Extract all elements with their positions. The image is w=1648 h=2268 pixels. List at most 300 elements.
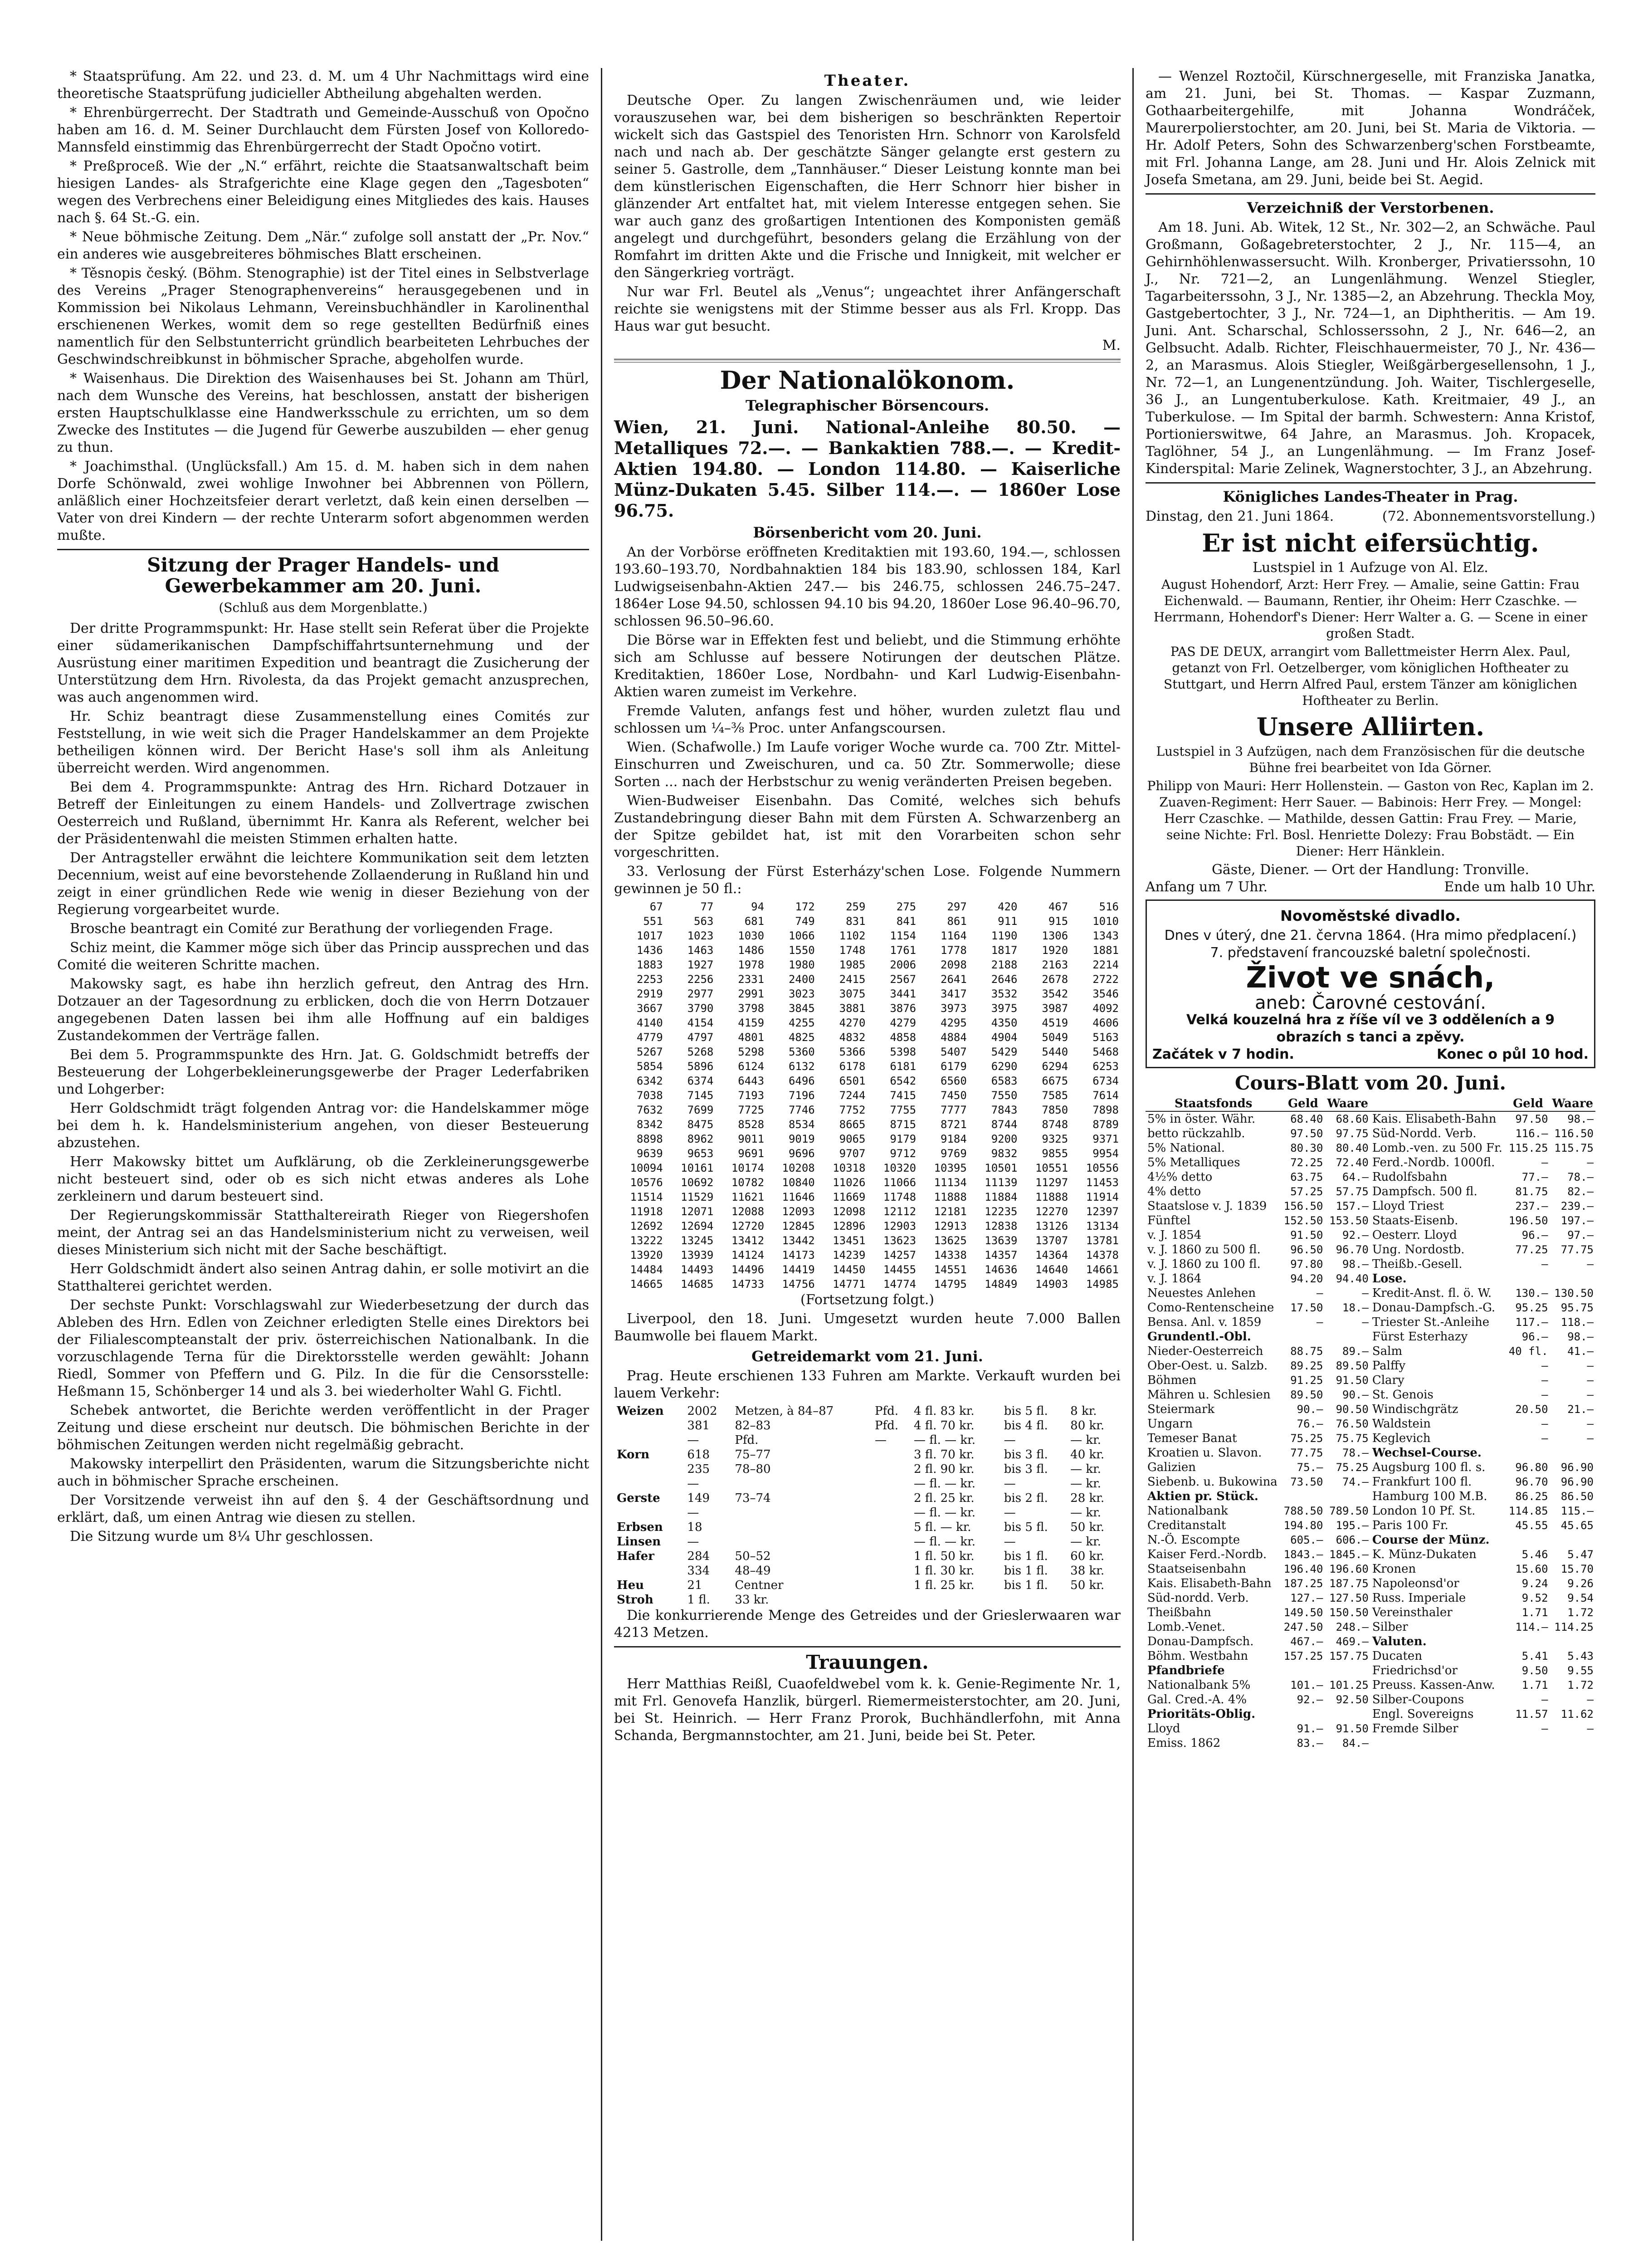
table-cell: Prioritäts-Oblig. [1147, 1707, 1256, 1721]
table-cell: 9.26 [1567, 1577, 1594, 1590]
table-cell: 11514 [630, 1190, 663, 1203]
table-cell: 3075 [839, 987, 866, 1000]
table-cell [732, 1520, 872, 1535]
table-cell: Kredit-Anst. fl. ö. W. [1372, 1286, 1492, 1300]
table-cell: Linsen [617, 1535, 661, 1549]
table-cell: 11.57 [1515, 1707, 1548, 1721]
table-cell: 14903 [1035, 1277, 1068, 1290]
table-cell: Triester St.-Anleihe [1372, 1315, 1490, 1329]
table-cell: 187.75 [1329, 1577, 1369, 1590]
trauungen-title: Trauungen. [806, 1651, 929, 1673]
table-cell: 3542 [1042, 987, 1068, 1000]
table-cell: Silber-Coupons [1372, 1692, 1464, 1706]
table-cell: 95.75 [1560, 1301, 1594, 1314]
table-cell: Silber [1372, 1620, 1408, 1634]
table-cell: 94 [751, 900, 765, 913]
table-cell: 45.65 [1560, 1519, 1594, 1532]
table-cell: 96.— [1521, 1228, 1548, 1242]
table-cell: Staatseisenbahn [1147, 1562, 1246, 1576]
table-cell: — [687, 1476, 699, 1491]
table-cell: 6734 [1092, 1074, 1119, 1087]
table-cell: 14450 [833, 1263, 866, 1276]
table-cell: 11621 [731, 1190, 765, 1203]
table-cell: 1164 [941, 929, 967, 942]
table-cell: 2977 [687, 987, 714, 1000]
table-cell: Donau-Dampfsch. [1147, 1634, 1254, 1648]
table-cell: v. J. 1854 [1147, 1228, 1202, 1242]
table-cell: 88.75 [1290, 1344, 1323, 1358]
cours-row [1146, 1504, 1595, 1518]
cours-row [1146, 1533, 1595, 1547]
table-cell: 247.50 [1283, 1620, 1323, 1633]
table-cell: London 10 Pf. St. [1372, 1504, 1476, 1518]
table-cell: 14257 [883, 1248, 917, 1261]
table-cell: — [1541, 1722, 1548, 1735]
kgl-theater-date: Dinstag, den 21. Juni 1864. [1146, 508, 1334, 524]
table-cell: 40 kr. [1070, 1447, 1105, 1461]
table-cell: Ducaten [1372, 1649, 1423, 1663]
table-cell: 4270 [839, 1016, 866, 1029]
table-cell: 12181 [934, 1205, 967, 1218]
table-cell: 1778 [941, 943, 967, 957]
table-cell: Nieder-Oesterreich [1147, 1344, 1263, 1358]
table-cell: 10692 [681, 1176, 714, 1189]
table-cell: 12720 [731, 1219, 765, 1232]
table-cell: 4779 [636, 1031, 663, 1044]
table-cell: 78.— [1567, 1170, 1594, 1183]
trauungen-continued: — Wenzel Roztočil, Kürschnergeselle, mit Franziska Janatka, am 21. Juni, bei St. Thomas. — Kaspar Zuzmann, Gothaarbeitergehilfe, mit Johanna Wondráček, Maurerpolierstochter, am 20. Juni, bei St. Maria de Viktoria. — Hr. Adolf Peters, Sohn des Schwarzenberg'schen Forstbeamte, mit Frl. Johanna Lange, am 28. Juni und Hr. Alois Zelnick mit Josefa Smetana, am 29. Juni, beide bei St. Aegid. [1146, 68, 1595, 188]
table-cell: 915 [1048, 914, 1068, 928]
play-2-cast: Philipp von Mauri: Herr Hollenstein. — Gaston von Rec, Kaplan im 2. Zuaven-Regiment: Herr Sauer. — Babinois: Herr Frey. — Mongel: Herr Czaschke. — Mathilde, dessen Gattin: Frau Frey. — Marie, seine Nichte: Frl. Bosl. Henriette Dolezy: Frau Bobstädt. — Ein Diener: Herr Hänklein. [1147, 778, 1594, 859]
table-cell [1068, 1593, 1121, 1607]
cz-end: Konec o půl 10 hod. [1437, 1046, 1589, 1062]
table-cell: 5429 [991, 1045, 1018, 1058]
table-cell [1506, 1533, 1550, 1547]
table-cell: Pfd. [875, 1404, 899, 1418]
table-cell: 14419 [782, 1263, 815, 1276]
table-cell: 97.— [1567, 1228, 1594, 1242]
table-cell: 68.40 [1290, 1112, 1323, 1125]
table-cell [872, 1447, 911, 1462]
paragraph: An der Vorbörse eröffneten Kreditaktien mit 193.60, 194.—, schlossen 193.60–193.70, Nordbahnaktien 184 bis 183.90, schlossen 184, Karl Ludwigseisenbahn-Aktien 247.— bis 246.75, schlossen 246.75–247. 1864er Lose 94.50, schlossen 94.10 bis 94.20, 1860er Lose 96.40–96.70, schlossen 96.50–96.60. [614, 544, 1121, 629]
table-cell: 1985 [839, 958, 866, 971]
table-cell: 9707 [839, 1147, 866, 1160]
table-header-cell: Waare [1325, 1096, 1370, 1111]
paragraph: Herr Goldschmidt trägt folgenden Antrag vor: die Handelskammer möge bei dem h. k. Handelsministerium angehen, von dieser Besteuerung abzustehen. [57, 1100, 589, 1151]
table-cell: 4832 [839, 1031, 866, 1044]
cours-row [1146, 1286, 1595, 1300]
cours-row [1146, 1359, 1595, 1373]
table-cell [732, 1476, 872, 1491]
table-cell: 5407 [941, 1045, 967, 1058]
table-cell: 13625 [934, 1234, 967, 1247]
table-cell: 130.50 [1554, 1286, 1594, 1300]
table-cell: 2646 [991, 973, 1018, 986]
cours-row [1146, 1562, 1595, 1576]
table-cell: 9653 [687, 1147, 714, 1160]
table-cell: 7850 [1042, 1103, 1068, 1116]
table-cell: 11888 [1035, 1190, 1068, 1203]
table-cell: 77.— [1521, 1170, 1548, 1183]
table-cell: 1010 [1092, 914, 1119, 928]
table-cell: 1306 [1042, 929, 1068, 942]
table-cell: 4255 [788, 1016, 815, 1029]
table-cell: 152.50 [1283, 1214, 1323, 1227]
table-cell: 10174 [731, 1161, 765, 1174]
table-cell: 115.— [1560, 1504, 1594, 1517]
table-cell: 10551 [1035, 1161, 1068, 1174]
table-cell: 9832 [991, 1147, 1018, 1160]
table-cell: 14661 [1086, 1263, 1119, 1276]
lottery-row [614, 1277, 1121, 1291]
table-cell: 5366 [839, 1045, 866, 1058]
play-2-title: Unsere Alliirten. [1256, 712, 1485, 742]
table-cell: 4159 [738, 1016, 765, 1029]
table-cell: 9712 [890, 1147, 917, 1160]
table-cell: 91.50 [1336, 1722, 1369, 1735]
table-cell: Dampfsch. 500 fl. [1372, 1184, 1477, 1198]
theater-signature: M. [1102, 337, 1121, 354]
grain-row [614, 1520, 1121, 1535]
table-cell: 196.50 [1508, 1214, 1548, 1227]
cours-row [1146, 1213, 1595, 1228]
table-cell: Siebenb. u. Bukowina [1147, 1475, 1277, 1489]
table-cell: — [1587, 1432, 1594, 1445]
table-cell: 1343 [1092, 929, 1119, 942]
table-cell: 157.25 [1283, 1649, 1323, 1662]
paragraph: Makowsky sagt, es habe ihn herzlich gefreut, den Antrag des Hrn. Dotzauer an der Tagesordnung zu erblicken, doch die von Herrn Dotzauer angegebenen Daten lassen bei ihm alle Hoffnung auf ein baldiges Zustandekommen der Verträge fallen. [57, 976, 589, 1044]
table-cell: Windischgrätz [1372, 1402, 1458, 1416]
paragraph: Hr. Schiz beantragt diese Zusammenstellung eines Comités zur Feststellung, in wie weit sich die Prager Handelskammer an dem Projekte betheiligen können wird. Der Bericht Hase's soll ihm als Anleitung überreicht werden. Wird angenommen. [57, 709, 589, 777]
table-cell: 14640 [1035, 1263, 1068, 1276]
getreidemarkt-intro: Prag. Heute erschienen 133 Fuhren am Markte. Verkauft wurden bei lauem Verkehr: [614, 1368, 1121, 1401]
table-cell: 7614 [1092, 1089, 1119, 1102]
paragraph: * Waisenhaus. Die Direktion des Waisenhauses bei St. Johann am Thürl, nach dem Wunsche des Vereins, hat beschlossen, anstatt der bisherigen ersten Hauptschulklasse eine Handwerksschule zu errichten, um so dem Zwecke des Institutes — die Jugend für Gewerbe auszubilden — eher genug zu thun. [57, 371, 589, 455]
paragraph: Makowsky interpellirt den Präsidenten, warum die Sitzungsberichte nicht auch in böhmischer Sprache erscheinen. [57, 1456, 589, 1490]
table-cell: 114.85 [1508, 1504, 1548, 1517]
table-cell: 11914 [1086, 1190, 1119, 1203]
grain-row [614, 1578, 1121, 1593]
paragraph: Wien-Budweiser Eisenbahn. Das Comité, welches sich behufs Zustandebringung dieser Bahn mit dem Fürsten A. Schwarzenberg an der Spitze gebildet hat, ist mit den Vorarbeiten schon sehr vorgeschritten. [614, 792, 1121, 860]
table-cell: 91.50 [1336, 1374, 1369, 1387]
table-cell: 127.50 [1329, 1591, 1369, 1604]
table-cell: 2641 [941, 973, 967, 986]
table-cell: 11646 [782, 1190, 815, 1203]
table-cell: 334 [687, 1564, 710, 1578]
table-cell: 78.— [1342, 1446, 1369, 1459]
table-cell: bis 4 fl. [1004, 1418, 1048, 1432]
table-cell: 6178 [839, 1060, 866, 1073]
table-cell: 12903 [883, 1219, 917, 1232]
lottery-row [614, 1204, 1121, 1219]
table-cell: 6253 [1092, 1060, 1119, 1073]
table-cell [732, 1505, 872, 1520]
table-cell: 7196 [788, 1089, 815, 1102]
table-cell: 3790 [687, 1002, 714, 1015]
table-cell: 197.— [1560, 1214, 1594, 1227]
paragraph: Herr Goldschmidt ändert also seinen Antrag dahin, er solle motivirt an die Statthalterei gerichtet werden. [57, 1261, 589, 1295]
table-cell: 237.— [1515, 1199, 1548, 1212]
table-cell [732, 1535, 872, 1549]
cours-row [1146, 1155, 1595, 1170]
table-cell [1506, 1446, 1550, 1460]
table-cell: 6181 [890, 1060, 917, 1073]
table-cell: 80.40 [1336, 1141, 1369, 1154]
table-cell: Ober-Oest. u. Salzb. [1147, 1359, 1268, 1373]
cours-row [1146, 1402, 1595, 1417]
table-cell: 8721 [941, 1118, 967, 1131]
table-cell: Pfd. [735, 1433, 759, 1447]
table-cell: Augsburg 100 fl. s. [1372, 1460, 1486, 1474]
table-cell: 82.— [1567, 1185, 1594, 1198]
verstorbene-text: Am 18. Juni. Ab. Witek, 12 St., Nr. 302—2, an Schwäche. Paul Großmann, Goßagebreterstochter, 2 J., Nr. 115—4, an Gehirnhöhlenwassersucht. Wilh. Kronberger, Privatierssohn, 10 J., Nr. 721—2, an Lungenlähmung. Wenzel Stiegler, Tagarbeiterssohn, 3 J., Nr. 1385—2, an Abzehrung. Theckla Moy, Gastgebertochter, 3 J., Nr. 724—1, an Diphtheritis. — Am 19. Juni. Ant. Scharschal, Schlosserssohn, 2 J., Nr. 646—2, an Gelbsucht. Adalb. Richter, Fleischhauermeister, 70 J., Nr. 436—2, an Marasmus. Alois Stiegler, Weißgärbergesellensohn, 1 J., Nr. 72—1, an Lungenentzündung. Joh. Waiter, Tischlergeselle, 36 J., an Lungentuberkulose. Kath. Kreitmaier, 49 J., an Tuberkulose. — Im Spital der barmh. Schwestern: Anna Kristof, Portionierswitwe, 64 Jahre, an Marasmus. Joh. Kropacek, Taglöhner, 54 J., an Lungenlähmung. — Im Franz Josef-Kinderspital: Marie Zelinek, Wagnerstochter, 3 J., an Abzehrung. [1146, 220, 1595, 477]
cours-row [1146, 1184, 1595, 1199]
table-cell: Mähren u. Schlesien [1147, 1388, 1271, 1402]
table-cell: 98.— [1342, 1257, 1369, 1271]
table-cell: 156.50 [1283, 1199, 1323, 1212]
table-cell: 9325 [1042, 1132, 1068, 1145]
cours-row [1146, 1170, 1595, 1184]
sitzung-title: Sitzung der Prager Handels- und Gewerbekammer am 20. Juni. [147, 554, 499, 597]
grain-row [614, 1593, 1121, 1607]
cours-row [1146, 1417, 1595, 1431]
lottery-row [614, 1059, 1121, 1074]
paragraph: * Těsnopis český. (Böhm. Stenographie) ist der Titel eines in Selbstverlage des Vereins „Prager Stenographenvereins“ herausgegebenen und in Kommission bei Nikolaus Lehmann, Vereinsbuchhändler in Karolinenthal erschienenen Werkes, womit dem so rege gestellten Bedürfniß eines namentlich für den Selbstunterricht gründlich bearbeiteten Lehrbuches der Geschwindschreibkunst in böhmischer Sprache, abgeholfen wurde. [57, 265, 589, 367]
table-cell: 14484 [630, 1263, 663, 1276]
cours-row [1146, 1242, 1595, 1257]
table-cell: 3417 [941, 987, 967, 1000]
table-cell: 5267 [636, 1045, 663, 1058]
table-cell: bis 3 fl. [1004, 1447, 1048, 1461]
table-cell: 14985 [1086, 1277, 1119, 1290]
table-cell [614, 1462, 684, 1476]
table-cell: 11026 [833, 1176, 866, 1189]
table-cell: 11748 [883, 1190, 917, 1203]
table-cell: Lloyd Triest [1372, 1199, 1444, 1213]
table-cell: 98.— [1567, 1330, 1594, 1343]
table-cell: 4 fl. 70 kr. [914, 1418, 975, 1432]
table-cell: Böhmen [1147, 1373, 1197, 1387]
cours-row [1146, 1388, 1595, 1402]
table-cell: — fl. — kr. [914, 1535, 975, 1549]
table-cell: 14756 [782, 1277, 815, 1290]
table-cell: 2919 [636, 987, 663, 1000]
theater-ad [1146, 488, 1595, 896]
theater-title: Theater. [824, 72, 911, 90]
table-cell: 14733 [731, 1277, 765, 1290]
table-cell: 18.— [1342, 1301, 1369, 1314]
table-cell: Bensa. Anl. v. 1859 [1147, 1315, 1262, 1329]
table-cell: 4% detto [1147, 1184, 1201, 1198]
table-cell: — [1004, 1505, 1016, 1520]
table-cell: Waldstein [1372, 1417, 1431, 1431]
table-cell: Pfandbriefe [1147, 1663, 1225, 1677]
table-cell: — [1587, 1156, 1594, 1169]
table-cell: 5.43 [1567, 1649, 1594, 1662]
table-cell: 11.62 [1560, 1707, 1594, 1721]
cours-row [1146, 1271, 1595, 1286]
grain-row [614, 1564, 1121, 1578]
table-cell: Galizien [1147, 1460, 1196, 1474]
table-cell: 9769 [941, 1147, 967, 1160]
table-cell [614, 1476, 684, 1491]
table-cell: 130.— [1515, 1286, 1548, 1300]
table-cell: 3845 [788, 1002, 815, 1015]
table-cell: Hamburg 100 M.B. [1372, 1489, 1487, 1503]
cours-row [1146, 1300, 1595, 1315]
table-cell: Aktien pr. Stück. [1147, 1489, 1258, 1503]
lottery-row [614, 1219, 1121, 1233]
table-cell: 14774 [883, 1277, 917, 1290]
table-cell: 89.25 [1290, 1359, 1323, 1372]
table-cell [1506, 1271, 1550, 1286]
table-cell: 94.20 [1290, 1272, 1323, 1285]
table-cell: 9691 [738, 1147, 765, 1160]
table-cell: 97.75 [1336, 1127, 1369, 1140]
table-cell: 4858 [890, 1031, 917, 1044]
table-cell: 9371 [1092, 1132, 1119, 1145]
table-cell: 196.60 [1329, 1562, 1369, 1575]
table-cell: 1154 [890, 929, 917, 942]
table-cell [872, 1491, 911, 1505]
table-cell: 469.— [1336, 1635, 1369, 1648]
table-cell: 84.— [1342, 1736, 1369, 1750]
lottery-row [614, 1161, 1121, 1175]
table-cell [1325, 1489, 1370, 1504]
table-cell: 5468 [1092, 1045, 1119, 1058]
cours-row [1146, 1315, 1595, 1330]
table-cell [1550, 1533, 1595, 1547]
cours-row [1146, 1344, 1595, 1359]
table-cell: Staatslose v. J. 1839 [1147, 1199, 1267, 1213]
table-cell: 89.— [1342, 1344, 1369, 1358]
table-cell: 6443 [738, 1074, 765, 1087]
grain-row [614, 1505, 1121, 1520]
table-cell: 9184 [941, 1132, 967, 1145]
paragraph: Der dritte Programmspunkt: Hr. Hase stellt sein Referat über die Projekte einer südamerikanischen Dampfschiffahrtsunternehmung und der Ausrüstung einer maritimen Expedition und beantragt die Zusicherung der Unterstützung dem Hrn. Rivolesta, da das Projekt gemacht anzusprechen, was auch angenommen wird. [57, 621, 589, 706]
table-cell: — [1541, 1693, 1548, 1706]
table-cell: 57.25 [1290, 1185, 1323, 1198]
table-cell: 1486 [738, 943, 765, 957]
cours-row [1146, 1736, 1595, 1750]
table-cell: 80 kr. [1070, 1418, 1105, 1432]
table-cell: 1845.— [1329, 1548, 1369, 1561]
table-cell: 96.70 [1336, 1243, 1369, 1256]
table-cell: 45.55 [1515, 1519, 1548, 1532]
table-cell: Napoleonsd'or [1372, 1576, 1459, 1590]
table-cell: Lose. [1372, 1271, 1407, 1286]
table-cell [872, 1535, 911, 1549]
table-cell: 195.— [1336, 1519, 1369, 1532]
table-cell: Oesterr. Lloyd [1372, 1228, 1457, 1242]
table-cell: 235 [687, 1462, 710, 1476]
table-cell: 187.25 [1283, 1577, 1323, 1590]
play-2-note: Gäste, Diener. — Ort der Handlung: Tronville. [1211, 861, 1530, 878]
table-cell: 618 [687, 1447, 710, 1461]
table-cell: 153.50 [1329, 1214, 1369, 1227]
table-cell: v. J. 1860 zu 100 fl. [1147, 1257, 1261, 1271]
table-cell: 101.— [1290, 1678, 1323, 1691]
table-cell: 7725 [738, 1103, 765, 1116]
lottery-table [614, 899, 1121, 1291]
table-cell: 9.24 [1521, 1577, 1548, 1590]
table-cell: St. Genois [1372, 1388, 1433, 1402]
lottery-row [614, 899, 1121, 914]
table-cell: betto rückzahlb. [1147, 1126, 1245, 1140]
table-cell: 2256 [687, 973, 714, 986]
table-cell: 95.25 [1515, 1301, 1548, 1314]
table-cell: 13245 [681, 1234, 714, 1247]
table-cell [1550, 1736, 1595, 1750]
table-cell: 1761 [890, 943, 917, 957]
end-time: Ende um halb 10 Uhr. [1444, 879, 1595, 895]
table-cell: 118.— [1560, 1315, 1594, 1329]
table-cell: 9.55 [1567, 1664, 1594, 1677]
table-cell: 10161 [681, 1161, 714, 1174]
table-cell: 41.— [1567, 1344, 1594, 1358]
table-cell: 21.— [1567, 1403, 1594, 1416]
lottery-row [614, 914, 1121, 929]
paragraph: * Joachimsthal. (Unglücksfall.) Am 15. d. M. haben sich in dem nahen Dorfe Schönwald, zwei wohlige Inwohner bei Abbrennen von Pöllern, anläßlich einer Hochzeitsfeier derart verletzt, daß kein einen derselben — Vater von drei Kindern — der rechte Unterarm sofort abgenommen werden mußte. [57, 459, 589, 543]
table-cell: 275 [896, 900, 917, 913]
lottery-row [614, 1146, 1121, 1161]
table-cell: Salm [1372, 1344, 1403, 1358]
table-cell: 381 [687, 1418, 710, 1432]
table-cell: — [1004, 1476, 1016, 1491]
table-cell: 8962 [687, 1132, 714, 1145]
table-cell: — [1004, 1535, 1016, 1549]
table-cell: — [1587, 1388, 1594, 1401]
table-cell: 13451 [833, 1234, 866, 1247]
table-cell: 8 kr. [1070, 1404, 1097, 1418]
table-cell: 4140 [636, 1016, 663, 1029]
table-cell: 1.71 [1521, 1606, 1548, 1619]
table-cell: 11139 [985, 1176, 1018, 1189]
table-cell: 150.50 [1329, 1606, 1369, 1619]
table-cell [1281, 1330, 1325, 1344]
table-cell: 6294 [1042, 1060, 1068, 1073]
table-cell: 1 fl. [687, 1593, 710, 1607]
table-cell: Kaiser Ferd.-Nordb. [1147, 1547, 1267, 1561]
table-cell: 97.50 [1290, 1127, 1323, 1140]
grain-row [614, 1418, 1121, 1433]
table-cell: 14493 [681, 1263, 714, 1276]
table-cell: 9.52 [1521, 1591, 1548, 1604]
table-cell [1281, 1663, 1325, 1678]
divider [1146, 193, 1595, 195]
cours-row [1146, 1576, 1595, 1591]
table-cell: 1 fl. 50 kr. [914, 1549, 975, 1563]
table-cell: bis 2 fl. [1004, 1491, 1048, 1505]
table-cell: 6124 [738, 1060, 765, 1073]
table-cell: 4825 [788, 1031, 815, 1044]
table-cell: 11884 [985, 1190, 1018, 1203]
table-cell: 12088 [731, 1205, 765, 1218]
grain-table [614, 1404, 1121, 1607]
lottery-row [614, 1045, 1121, 1059]
table-cell: 67 [649, 900, 663, 913]
table-cell: 5% Metalliques [1147, 1155, 1240, 1169]
lottery-row [614, 972, 1121, 987]
table-cell: — [1541, 1257, 1548, 1271]
table-cell: 239.— [1560, 1199, 1594, 1212]
table-cell: 38 kr. [1070, 1564, 1105, 1578]
table-cell: — [1541, 1417, 1548, 1430]
table-cell: 3667 [636, 1002, 663, 1015]
table-cell: 8898 [636, 1132, 663, 1145]
table-cell: 149 [687, 1491, 710, 1505]
table-cell: 5.46 [1521, 1548, 1548, 1561]
